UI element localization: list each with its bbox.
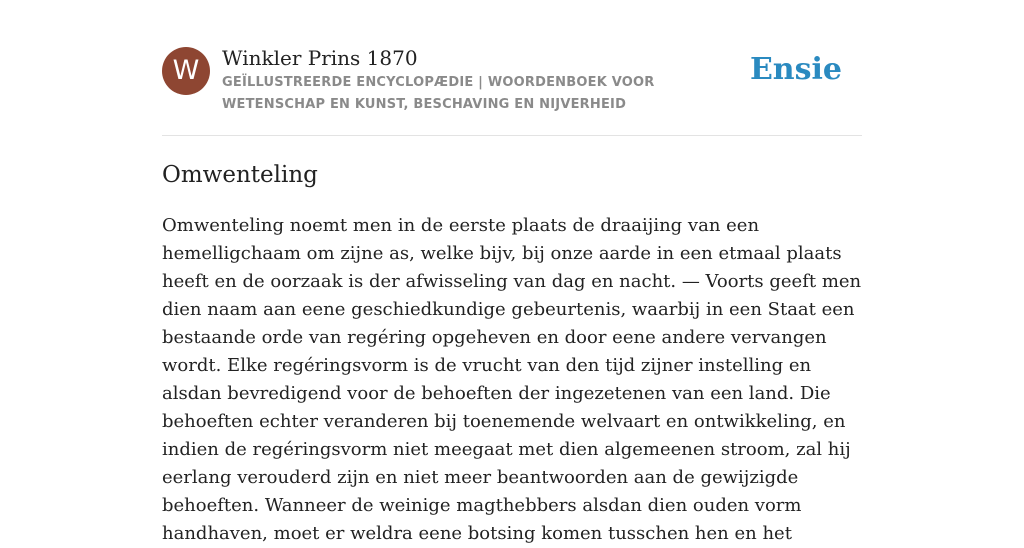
article-title: Omwenteling [162, 162, 318, 188]
source-title[interactable]: Winkler Prins 1870 [222, 46, 418, 70]
source-header [162, 44, 862, 136]
article-body: Omwenteling noemt men in de eerste plaats de draaijing van een hemelligchaam om zijne as, welke bijv, bij onze aarde in een etmaal plaats heeft en de oorzaak is der afwisseling van dag en nacht. — Voorts geeft men dien naam aan eene geschiedkundige gebeurtenis, waarbij in een Staat een bestaande orde van regéring opgeheven en door eene andere vervangen wordt. Elke regéringsvorm is de vrucht van den tijd zijner instelling en alsdan bevredigend voor de behoeften der ingezetenen van een land. Die behoeften echter veranderen bij toenemende welvaart en ontwikkeling, en indien de regéringsvorm niet meegaat met dien algemeenen stroom, zal hij eerlang verouderd zijn en niet meer beantwoorden aan de gewijzigde behoeften. Wanneer de weinige magthebbers alsdan dien ouden vorm handhaven, moet er weldra eene botsing komen tusschen hen en het [162, 215, 862, 544]
source-subtitle: GEÏLLUSTREERDE ENCYCLOPÆDIE | WOORDENBOEK VOOR WETENSCHAP EN KUNST, BESCHAVING EN NIJVERHEID [222, 75, 655, 112]
source-avatar[interactable]: W [162, 47, 210, 95]
ensie-logo[interactable]: Ensie [749, 52, 842, 87]
